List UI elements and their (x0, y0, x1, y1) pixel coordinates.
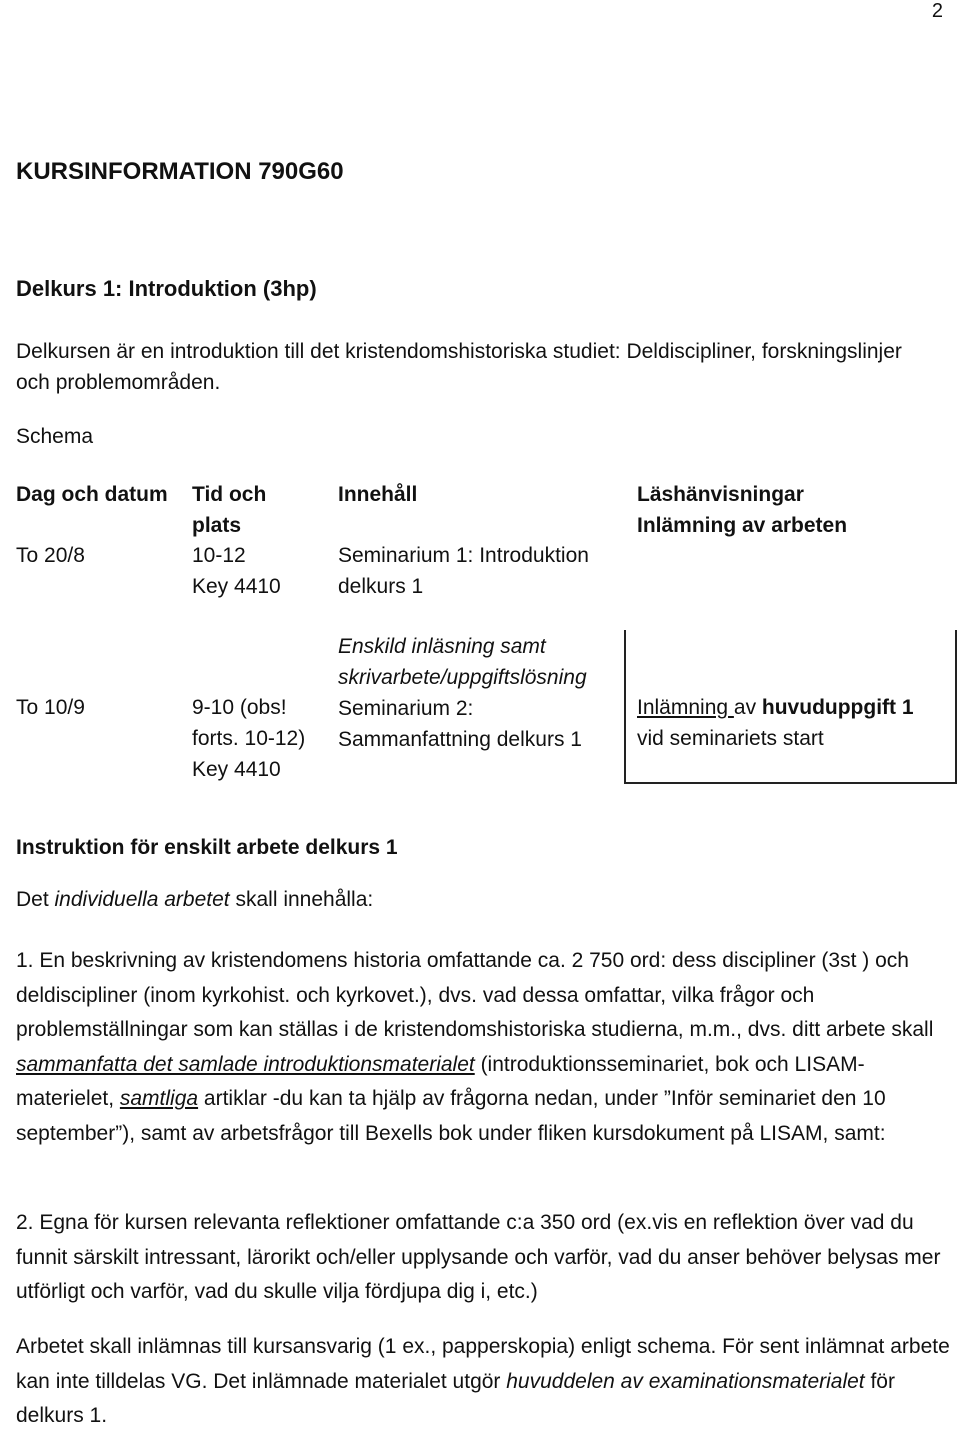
instruction-point-1 (16, 944, 951, 1152)
row1-time (192, 540, 281, 602)
row1-content (338, 540, 589, 602)
header-time (192, 479, 266, 541)
instruction-intro-pre: Det (16, 888, 55, 911)
header-time-line1: Tid och (192, 483, 267, 506)
section-title: Delkurs 1: Introduktion (3hp) (16, 276, 317, 301)
row2-reading-line2: vid seminariets start (637, 727, 824, 750)
schema-label: Schema (16, 425, 94, 448)
row2-time-line3: Key 4410 (192, 758, 281, 781)
row2-reading (637, 692, 914, 754)
row2-content-italic-line1: Enskild inläsning samt (338, 635, 546, 658)
header-reading-line2: Inlämning av arbeten (637, 514, 848, 537)
header-reading-line1: Läshänvisningar (637, 483, 804, 506)
row2-content-line3: Seminarium 2: (338, 697, 474, 720)
instruction-intro (16, 888, 373, 912)
point1-emphasis-a: sammanfatta det samlade introduktionsmaterialet (16, 1052, 475, 1076)
instruction-intro-italic: individuella arbetet (54, 888, 230, 911)
submission-paragraph (16, 1330, 951, 1434)
point1-text-a: 1. En beskrivning av kristendomens historia omfattande ca. 2 750 ord: dess discipliner (3st ) och deldiscipliner (inom kyrkohist. och kyrkovet.), dvs. vad dessa omfattar, vilka frågor och problemställningar som kan ställas i de kristendomshistoriska studierna, m.m., dvs. ditt arbete skall (16, 949, 934, 1042)
row1-time-line1: 10-12 (192, 544, 246, 567)
intro-paragraph: Delkursen är en introduktion till det kristendomshistoriska studiet: Deldiscipliner, forskningslinjer och problemområden. (16, 340, 902, 394)
point1-text-c: artiklar -du kan ta hjälp av frågorna nedan, under ”Inför seminariet den 10 september”), samt av arbetsfrågor till Bexells bok under fliken kursdokument på LISAM, samt: (16, 1087, 886, 1145)
row1-content-line1: Seminarium 1: Introduktion (338, 544, 589, 567)
page-number: 2 (931, 0, 943, 22)
row2-content (338, 631, 587, 755)
row2-time-line1: 9-10 (obs! (192, 696, 287, 719)
instruction-intro-post: skall innehålla: (229, 888, 374, 911)
header-content: Innehåll (338, 483, 418, 506)
schedule-table (0, 478, 960, 784)
instruction-point-2: 2. Egna för kursen relevanta reflektioner omfattande c:a 350 ord (ex.vis en reflektion över vad du funnit särskilt intressant, lärorikt och/eller upplysande och varför, vad du anser behöver belysas mer utförligt och varför, vad du skulle vilja fördjupa dig i, etc.) (16, 1211, 941, 1304)
header-time-line2: plats (192, 514, 242, 537)
row2-content-italic-line2: skrivarbete/uppgiftslösning (338, 666, 587, 689)
table-divider-right (955, 630, 957, 784)
row2-reading-bold: huvuduppgift 1 (761, 696, 914, 719)
row1-day: To 20/8 (16, 544, 85, 567)
instruction-title: Instruktion för enskilt arbete delkurs 1 (16, 836, 398, 859)
submission-text-a: Arbetet skall inlämnas till kursansvarig (1 ex., papperskopia) enligt schema. För sent inlämnat arbete kan inte tilldelas VG. Det inlämnade materialet utgör (16, 1335, 950, 1393)
header-day: Dag och datum (16, 483, 168, 506)
row2-reading-av: av (733, 696, 762, 719)
document-title: KURSINFORMATION 790G60 (16, 158, 344, 185)
submission-emphasis: huvuddelen av examinationsmaterialet (506, 1369, 865, 1393)
row2-time (192, 692, 305, 785)
row2-day: To 10/9 (16, 696, 85, 719)
header-reading (637, 479, 847, 541)
point1-text-b: (introduktionsseminariet, bok och LISAM-materielet, (16, 1052, 865, 1111)
row2-reading-underlined: Inlämning (637, 696, 734, 719)
row2-reading-line1 (637, 692, 914, 723)
table-divider-bottom (624, 782, 957, 784)
submission-text-b: för delkurs 1. (16, 1369, 895, 1428)
row2-time-line2: forts. 10-12) (192, 727, 306, 750)
row1-time-line2: Key 4410 (192, 575, 281, 598)
row2-content-line4: Sammanfattning delkurs 1 (338, 728, 582, 751)
table-divider-left (624, 630, 626, 784)
row1-content-line2: delkurs 1 (338, 575, 424, 598)
point1-emphasis-b: samtliga (119, 1087, 199, 1111)
